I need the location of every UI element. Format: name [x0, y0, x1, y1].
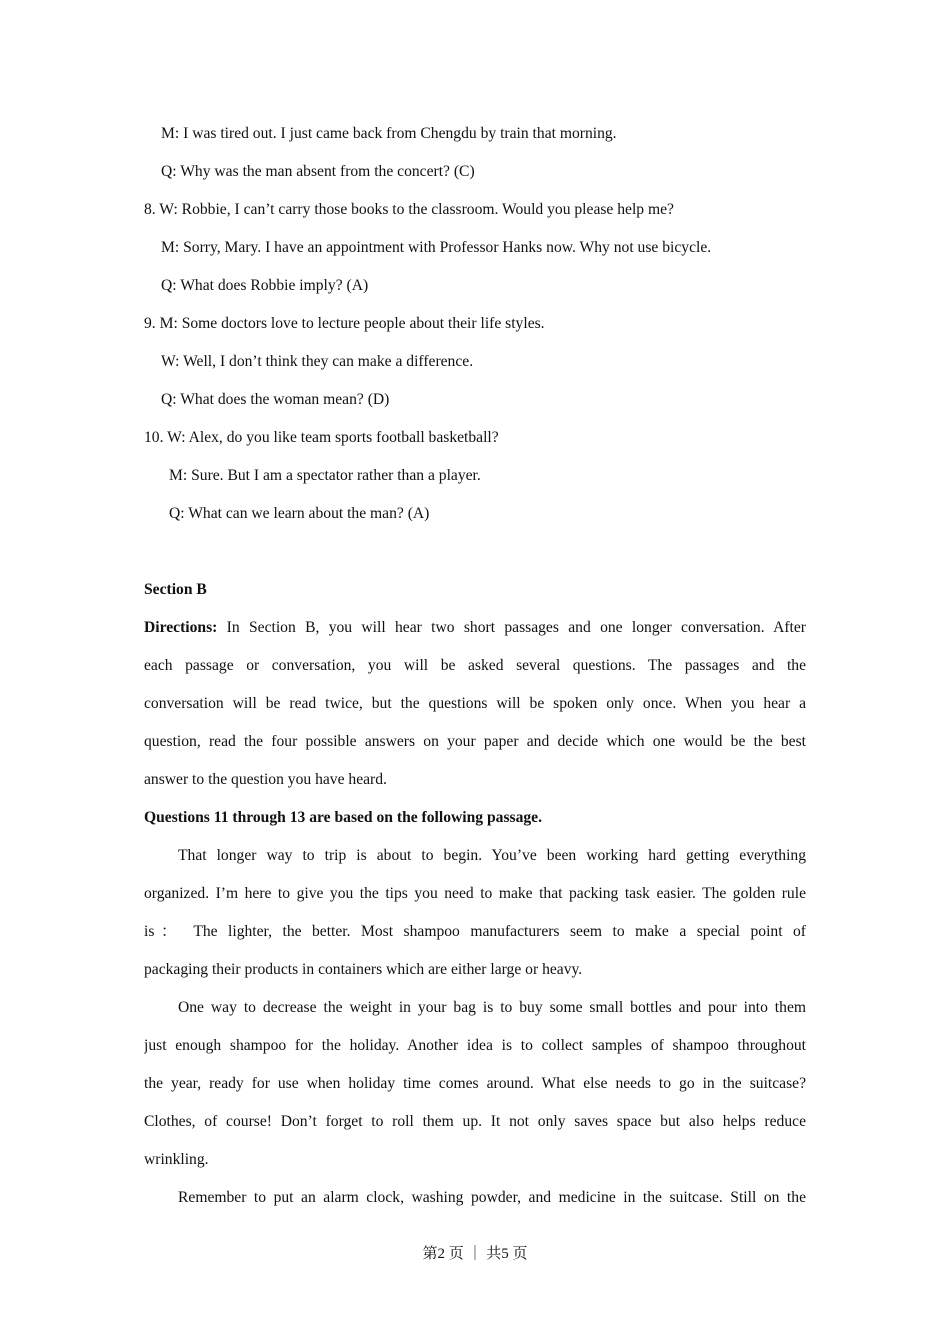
directions-line: question, read the four possible answers on your paper and decide which one would be the best [144, 733, 806, 750]
directions-line: answer to the question you have heard. [144, 771, 387, 788]
dialogue-line: Q: What can we learn about the man? (A) [169, 505, 430, 522]
dialogue-line: W: Well, I don’t think they can make a difference. [161, 353, 474, 370]
dialogue-line: 9. M: Some doctors love to lecture people about their life styles. [144, 315, 545, 332]
passage-line: organized. I’m here to give you the tips you need to make that packing task easier. The golden rule [144, 885, 806, 902]
dialogue-line: M: Sorry, Mary. I have an appointment with Professor Hanks now. Why not use bicycle. [161, 239, 712, 256]
passage-line: the year, ready for use when holiday time comes around. What else needs to go in the suitcase? [144, 1075, 806, 1092]
document-page [144, 115, 806, 1217]
passage-line: wrinkling. [144, 1151, 209, 1168]
directions-line: Directions: In Section B, you will hear two short passages and one longer conversation. After [144, 619, 806, 636]
directions-label: Directions: [144, 619, 218, 636]
passage-line: just enough shampoo for the holiday. Another idea is to collect samples of shampoo throughout [144, 1037, 806, 1054]
dialogue-line: M: Sure. But I am a spectator rather than a player. [169, 467, 481, 484]
page-footer: 第2 页 ｜ 共5 页 [422, 1246, 528, 1262]
section-heading: Section B [144, 581, 207, 598]
dialogue-line: Q: Why was the man absent from the concert? (C) [161, 163, 475, 180]
dialogue-line: 8. W: Robbie, I can’t carry those books to the classroom. Would you please help me? [144, 201, 674, 218]
directions-line: conversation will be read twice, but the questions will be spoken only once. When you hear a [144, 695, 806, 712]
passage-line: packaging their products in containers which are either large or heavy. [144, 961, 583, 978]
dialogue-line: 10. W: Alex, do you like team sports football basketball? [144, 429, 499, 446]
passage-line: is： The lighter, the better. Most shampoo manufacturers seem to make a special point of [144, 923, 806, 940]
passage-line: Clothes, of course! Don’t forget to roll them up. It not only saves space but also helps reduce [144, 1113, 806, 1130]
passage-line: One way to decrease the weight in your bag is to buy some small bottles and pour into them [178, 999, 806, 1016]
dialogue-line: Q: What does the woman mean? (D) [161, 391, 390, 408]
dialogue-line: Q: What does Robbie imply? (A) [161, 277, 369, 294]
blank-line [144, 533, 806, 571]
directions-line: each passage or conversation, you will be asked several questions. The passages and the [144, 657, 806, 674]
questions-heading: Questions 11 through 13 are based on the following passage. [144, 809, 542, 826]
dialogue-line: M: I was tired out. I just came back from Chengdu by train that morning. [161, 125, 617, 142]
passage-line: Remember to put an alarm clock, washing powder, and medicine in the suitcase. Still on the [178, 1189, 806, 1206]
passage-line: That longer way to trip is about to begin. You’ve been working hard getting everything [178, 847, 806, 864]
